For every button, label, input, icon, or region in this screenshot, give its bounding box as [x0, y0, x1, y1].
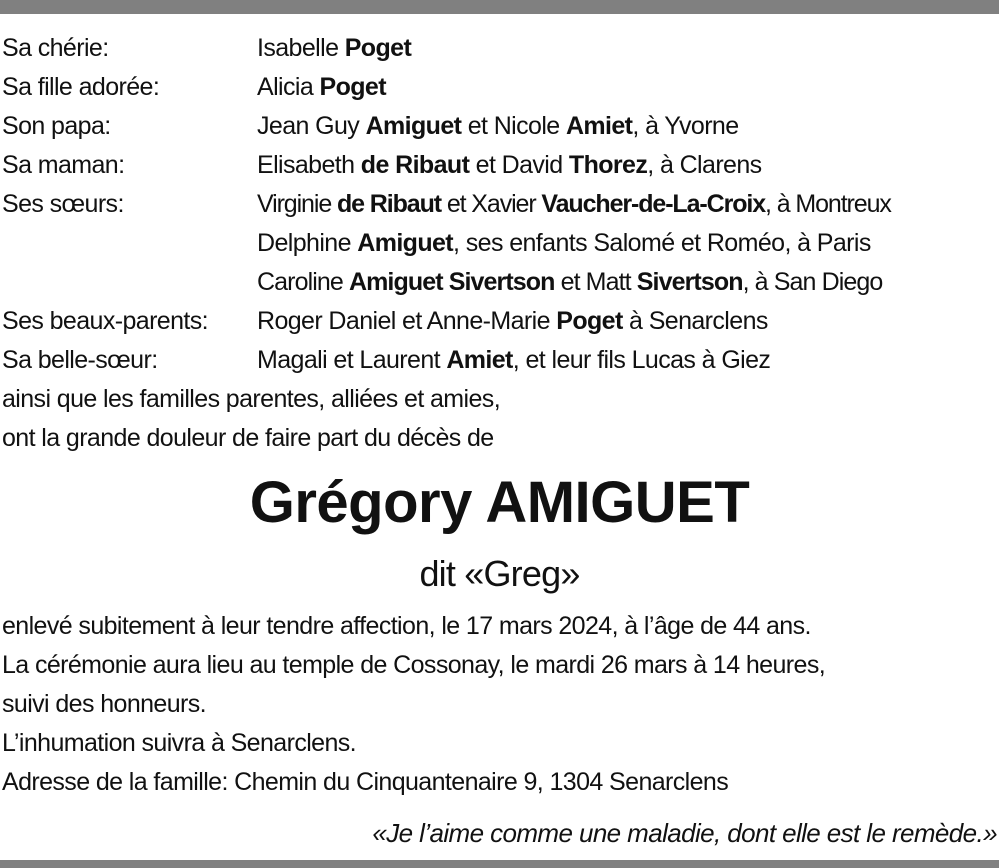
detail-line [0, 685, 999, 724]
family-row [0, 185, 999, 224]
relation-names: Delphine Amiguet, ses enfants Salomé et Roméo, à Paris [257, 229, 871, 257]
intro-text: ainsi que les familles parentes, alliées et amies, [2, 385, 501, 413]
family-row [0, 224, 999, 263]
relation-names: Elisabeth de Ribaut et David Thorez, à Clarens [257, 151, 762, 179]
relation-label: Ses beaux-parents: [2, 307, 208, 335]
detail-text: L’inhumation suivra à Senarclens. [2, 729, 357, 757]
deceased-name: Grégory AMIGUET [249, 470, 750, 535]
bottom-border-rule [0, 860, 999, 868]
family-row [0, 263, 999, 302]
detail-line [0, 646, 999, 685]
top-border-rule [0, 0, 999, 14]
intro-line [0, 419, 999, 458]
relation-label: Son papa: [2, 112, 111, 140]
family-row [0, 29, 999, 68]
detail-text: Adresse de la famille: Chemin du Cinquantenaire 9, 1304 Senarclens [2, 768, 729, 796]
relation-label: Ses sœurs: [2, 190, 124, 218]
detail-text: enlevé subitement à leur tendre affection, le 17 mars 2024, à l’âge de 44 ans. [2, 612, 811, 640]
family-row [0, 302, 999, 341]
relation-label: Sa chérie: [2, 34, 109, 62]
closing-quote: «Je l’aime comme une maladie, dont elle est le remède.» [372, 818, 997, 848]
relation-names: Virginie de Ribaut et Xavier Vaucher-de-La-Croix, à Montreux [257, 190, 891, 218]
detail-line [0, 763, 999, 802]
family-row [0, 107, 999, 146]
relation-names: Jean Guy Amiguet et Nicole Amiet, à Yvorne [257, 112, 739, 140]
relation-names: Roger Daniel et Anne-Marie Poget à Senarclens [257, 307, 768, 335]
relation-names: Magali et Laurent Amiet, et leur fils Lucas à Giez [257, 346, 771, 374]
relation-label: Sa belle-sœur: [2, 346, 158, 374]
detail-text: suivi des honneurs. [2, 690, 207, 718]
detail-text: La cérémonie aura lieu au temple de Cossonay, le mardi 26 mars à 14 heures, [2, 651, 826, 679]
announcement-details [0, 607, 999, 802]
family-row [0, 68, 999, 107]
relation-names: Caroline Amiguet Sivertson et Matt Sivertson, à San Diego [257, 268, 883, 296]
family-row [0, 146, 999, 185]
relation-names: Isabelle Poget [257, 34, 412, 62]
relation-names: Alicia Poget [257, 73, 386, 101]
relation-label: Sa maman: [2, 151, 125, 179]
family-row [0, 341, 999, 380]
detail-line [0, 724, 999, 763]
deceased-nickname: dit «Greg» [419, 553, 580, 594]
detail-line [0, 607, 999, 646]
family-list [0, 29, 999, 458]
intro-line [0, 380, 999, 419]
intro-text: ont la grande douleur de faire part du décès de [2, 424, 494, 452]
relation-label: Sa fille adorée: [2, 73, 160, 101]
